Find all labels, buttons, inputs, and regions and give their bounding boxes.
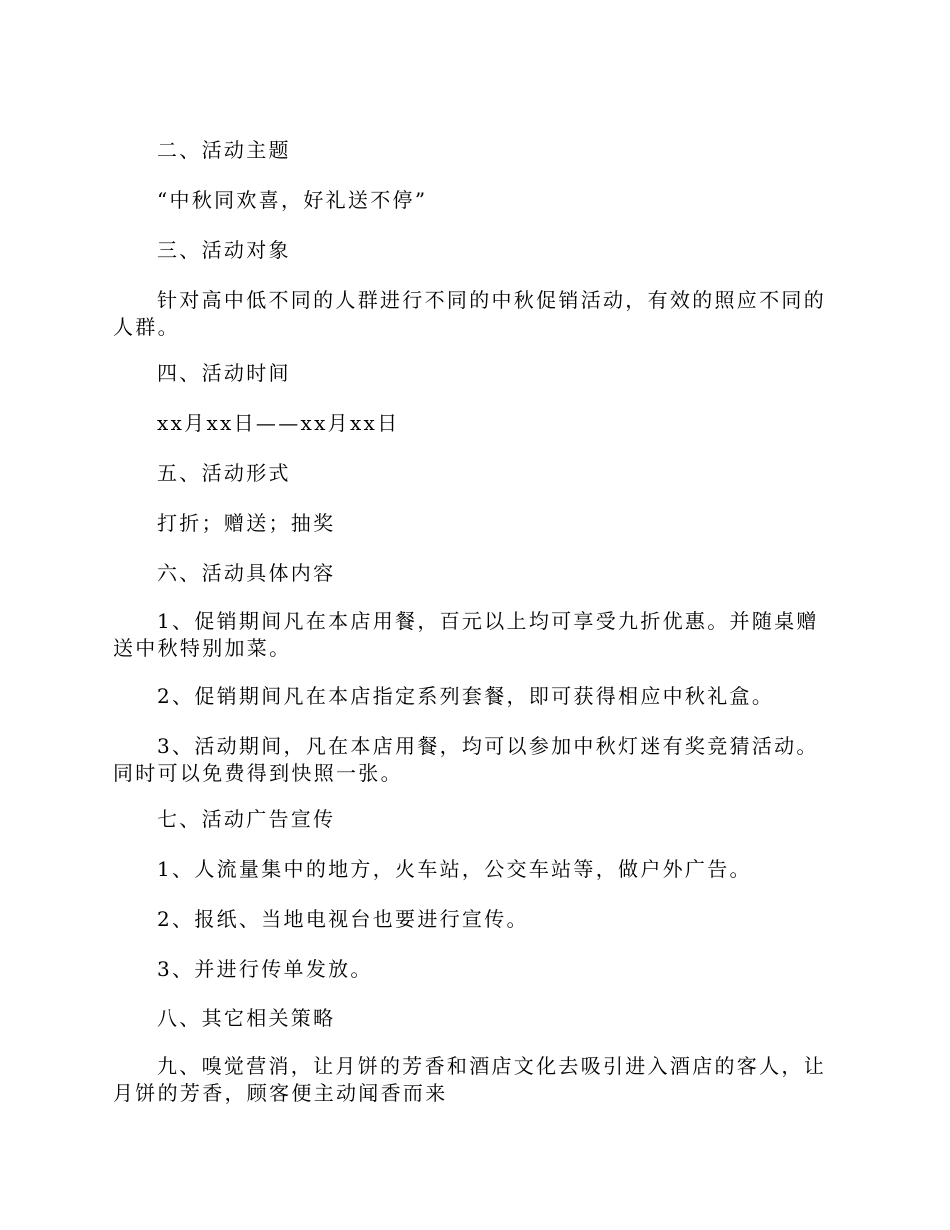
content-item-3: 3、活动期间，凡在本店用餐，均可以参加中秋灯迷有奖竞猜活动。同时可以免费得到快照一张。 [113,734,819,785]
audience-text: 针对高中低不同的人群进行不同的中秋促销活动，有效的照应不同的人群。 [113,288,826,339]
content-item-1: 1、促销期间凡在本店用餐，百元以上均可享受九折优惠。并随桌赠送中秋特别加菜。 [113,609,819,660]
advertising-item-3: 3、并进行传单发放。 [157,957,373,981]
advertising-item-1: 1、人流量集中的地方，火车站，公交车站等，做户外广告。 [157,857,752,881]
heading-other-strategies: 八、其它相关策略 [157,1006,336,1030]
time-text: xx月xx日——xx月xx日 [157,411,400,435]
heading-time: 四、活动时间 [157,361,291,385]
heading-advertising: 七、活动广告宣传 [157,807,336,831]
content-item-2: 2、促销期间凡在本店指定系列套餐，即可获得相应中秋礼盒。 [157,684,775,708]
advertising-item-2: 2、报纸、当地电视台也要进行宣传。 [157,907,529,931]
heading-theme: 二、活动主题 [157,138,291,162]
format-text: 打折；赠送；抽奖 [157,511,336,535]
heading-format: 五、活动形式 [157,461,291,485]
heading-audience: 三、活动对象 [157,238,291,262]
theme-slogan: “中秋同欢喜，好礼送不停” [157,188,428,212]
strategy-item-9: 九、嗅觉营消，让月饼的芳香和酒店文化去吸引进入酒店的客人，让月饼的芳香，顾客便主动闻香而来 [113,1054,826,1105]
heading-content: 六、活动具体内容 [157,561,336,585]
